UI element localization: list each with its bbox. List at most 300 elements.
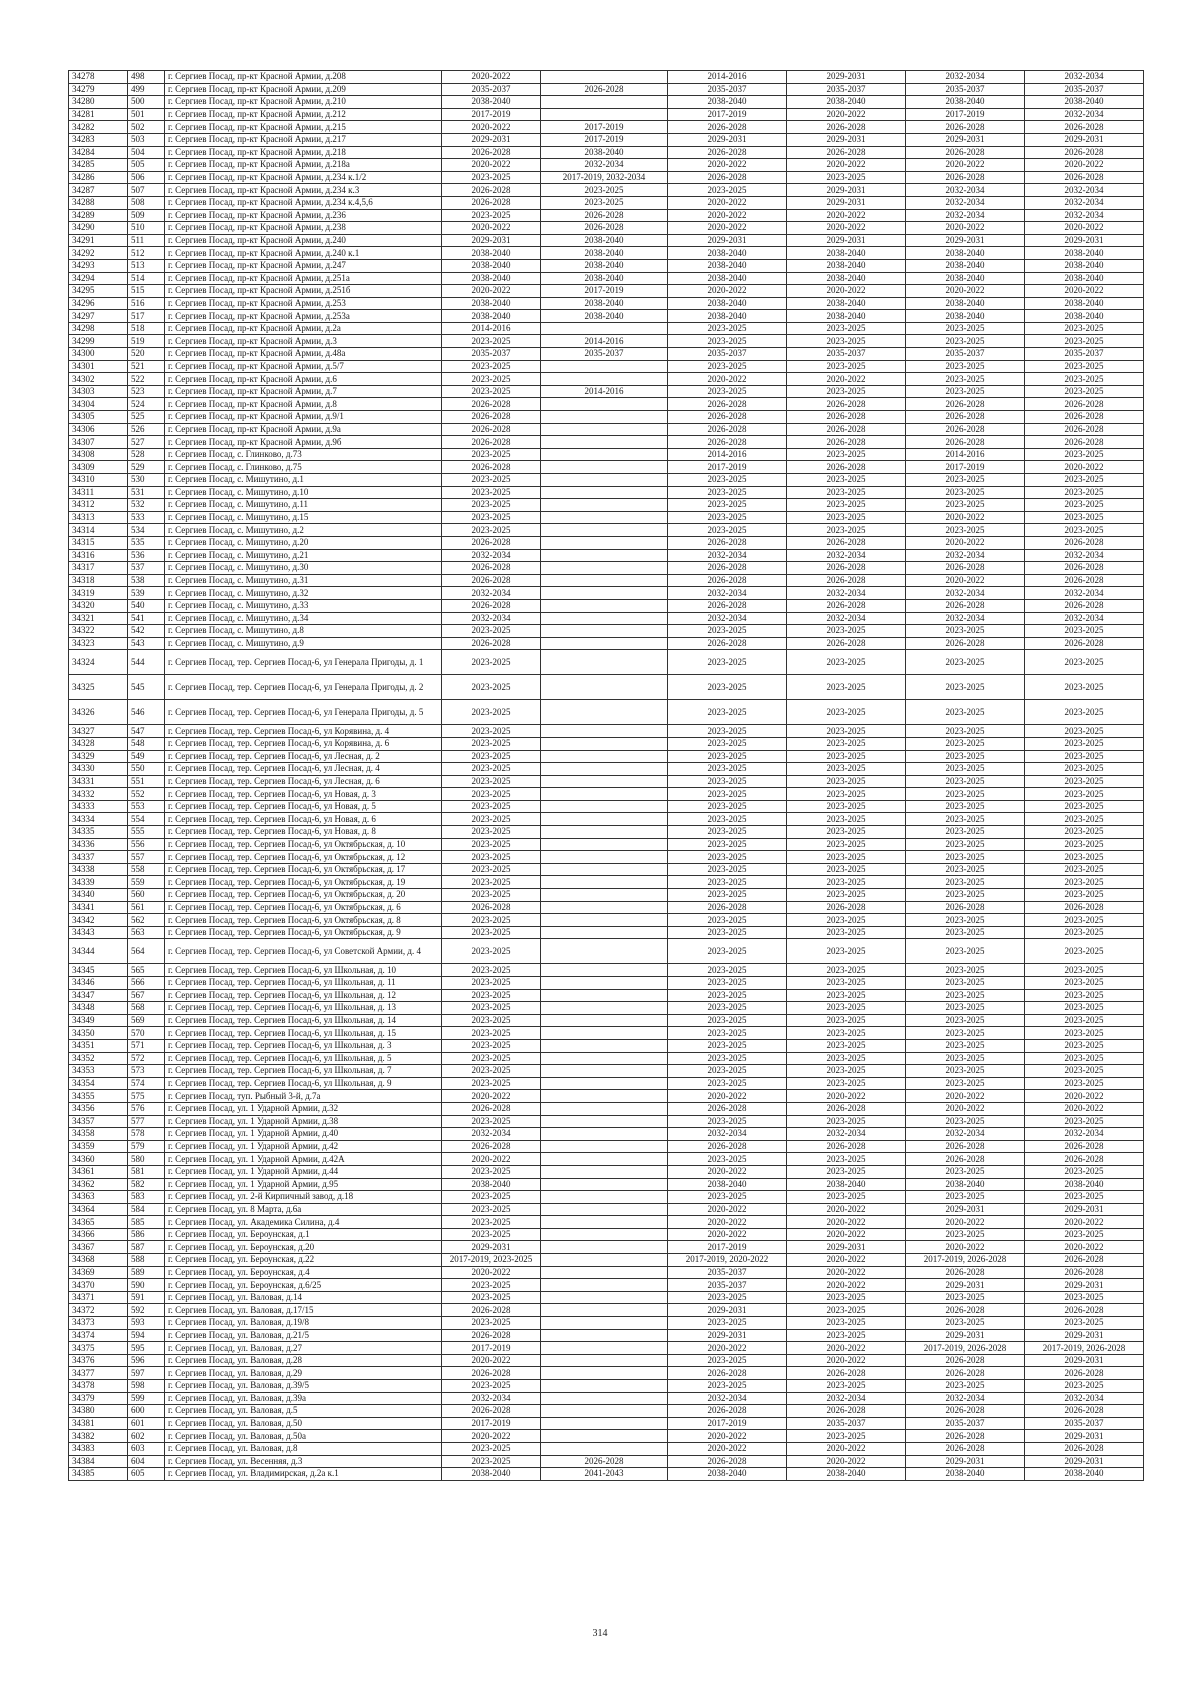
table-cell: 2038-2040: [442, 1468, 541, 1481]
table-cell: г. Сергиев Посад, ул. Валовая, д.14: [165, 1291, 442, 1304]
table-cell: 2023-2025: [1025, 926, 1144, 939]
table-cell: [541, 1077, 668, 1090]
table-row: [69, 1191, 1144, 1204]
table-cell: 2023-2025: [442, 511, 541, 524]
table-cell: 2023-2025: [787, 800, 906, 813]
table-cell: 34344: [69, 939, 128, 964]
table-cell: 2023-2025: [442, 1039, 541, 1052]
table-cell: 2020-2022: [787, 1228, 906, 1241]
table-cell: 2020-2022: [787, 1254, 906, 1267]
table-cell: 2032-2034: [442, 549, 541, 562]
table-cell: 2020-2022: [906, 1090, 1025, 1103]
table-cell: 562: [128, 914, 165, 927]
table-cell: 2020-2022: [668, 1216, 787, 1229]
table-cell: 2035-2037: [787, 348, 906, 361]
table-cell: 2023-2025: [906, 1380, 1025, 1393]
table-cell: 591: [128, 1291, 165, 1304]
table-row: [69, 1392, 1144, 1405]
table-cell: г. Сергиев Посад, туп. Рыбный 3-й, д.7а: [165, 1090, 442, 1103]
table-cell: 2023-2025: [668, 322, 787, 335]
table-cell: 2023-2025: [668, 939, 787, 964]
table-row: [69, 297, 1144, 310]
table-cell: 2038-2040: [541, 297, 668, 310]
table-cell: 2029-2031: [1025, 1430, 1144, 1443]
table-cell: 2023-2025: [787, 474, 906, 487]
table-cell: 566: [128, 977, 165, 990]
table-cell: 2023-2025: [668, 335, 787, 348]
table-row: [69, 1405, 1144, 1418]
table-cell: 2023-2025: [787, 511, 906, 524]
table-cell: 2020-2022: [668, 1090, 787, 1103]
table-row: [69, 1228, 1144, 1241]
table-cell: 527: [128, 436, 165, 449]
table-cell: 2026-2028: [1025, 901, 1144, 914]
table-cell: 2038-2040: [787, 1178, 906, 1191]
table-cell: 545: [128, 675, 165, 700]
table-cell: 2032-2034: [906, 184, 1025, 197]
table-row: [69, 625, 1144, 638]
table-cell: 501: [128, 108, 165, 121]
table-cell: г. Сергиев Посад, тер. Сергиев Посад-6, ул Октябрьская, д. 6: [165, 901, 442, 914]
table-cell: 542: [128, 625, 165, 638]
table-cell: 2029-2031: [906, 1203, 1025, 1216]
table-row: [69, 1090, 1144, 1103]
table-cell: 2023-2025: [1025, 775, 1144, 788]
table-cell: 2023-2025: [787, 448, 906, 461]
table-cell: 2026-2028: [787, 562, 906, 575]
table-cell: 2023-2025: [787, 863, 906, 876]
table-cell: г. Сергиев Посад, тер. Сергиев Посад-6, ул Школьная, д. 15: [165, 1027, 442, 1040]
table-cell: [541, 1241, 668, 1254]
table-cell: 2023-2025: [668, 1291, 787, 1304]
table-row: [69, 1065, 1144, 1078]
table-cell: 34353: [69, 1065, 128, 1078]
table-cell: [541, 1191, 668, 1204]
table-cell: 2020-2022: [906, 1216, 1025, 1229]
table-cell: 34339: [69, 876, 128, 889]
table-cell: 2017-2019: [442, 108, 541, 121]
table-cell: 34284: [69, 146, 128, 159]
table-cell: 34297: [69, 310, 128, 323]
table-cell: 2023-2025: [668, 889, 787, 902]
table-cell: 2032-2034: [1025, 196, 1144, 209]
table-cell: 2026-2028: [541, 209, 668, 222]
table-cell: 2026-2028: [1025, 1442, 1144, 1455]
table-cell: 2023-2025: [442, 625, 541, 638]
table-cell: 2029-2031: [787, 234, 906, 247]
table-cell: 2023-2025: [906, 1039, 1025, 1052]
table-cell: 2026-2028: [1025, 423, 1144, 436]
table-cell: 34280: [69, 96, 128, 109]
table-cell: г. Сергиев Посад, тер. Сергиев Посад-6, ул Школьная, д. 14: [165, 1014, 442, 1027]
table-cell: 2023-2025: [442, 914, 541, 927]
table-cell: 2023-2025: [1025, 1191, 1144, 1204]
table-cell: 2017-2019: [541, 121, 668, 134]
table-cell: 2032-2034: [906, 1392, 1025, 1405]
table-cell: 2023-2025: [442, 1052, 541, 1065]
table-row: [69, 1052, 1144, 1065]
table-row: [69, 461, 1144, 474]
table-cell: 2020-2022: [668, 1203, 787, 1216]
table-cell: г. Сергиев Посад, ул. 1 Ударной Армии, д.38: [165, 1115, 442, 1128]
table-row: [69, 121, 1144, 134]
table-cell: 2023-2025: [1025, 1228, 1144, 1241]
table-cell: 2020-2022: [787, 1266, 906, 1279]
table-cell: 34341: [69, 901, 128, 914]
table-cell: 2014-2016: [906, 448, 1025, 461]
table-cell: 2026-2028: [668, 1367, 787, 1380]
table-cell: 2038-2040: [1025, 272, 1144, 285]
table-cell: 2038-2040: [668, 310, 787, 323]
table-cell: 572: [128, 1052, 165, 1065]
table-cell: 34383: [69, 1442, 128, 1455]
table-cell: 2032-2034: [442, 1392, 541, 1405]
table-cell: 2029-2031: [442, 133, 541, 146]
schedule-table: [68, 70, 1144, 1481]
table-cell: 2041-2043: [541, 1468, 668, 1481]
table-cell: [541, 562, 668, 575]
table-row: [69, 285, 1144, 298]
table-cell: г. Сергиев Посад, тер. Сергиев Посад-6, ул Октябрьская, д. 10: [165, 838, 442, 851]
table-cell: 2020-2022: [668, 222, 787, 235]
table-cell: 2023-2025: [442, 1014, 541, 1027]
table-cell: [541, 322, 668, 335]
table-cell: 2032-2034: [906, 196, 1025, 209]
table-cell: [541, 1254, 668, 1267]
table-cell: 2026-2028: [906, 1266, 1025, 1279]
table-cell: 34326: [69, 700, 128, 725]
table-cell: 34332: [69, 788, 128, 801]
table-cell: 2020-2022: [442, 159, 541, 172]
table-cell: 2026-2028: [787, 1140, 906, 1153]
table-cell: 576: [128, 1102, 165, 1115]
table-cell: 2026-2028: [668, 1140, 787, 1153]
table-cell: 2026-2028: [541, 83, 668, 96]
table-cell: 2026-2028: [1025, 146, 1144, 159]
table-cell: 2020-2022: [442, 1430, 541, 1443]
table-cell: 2023-2025: [787, 964, 906, 977]
table-row: [69, 549, 1144, 562]
table-cell: 2023-2025: [787, 926, 906, 939]
table-row: [69, 196, 1144, 209]
table-row: [69, 977, 1144, 990]
table-cell: 2023-2025: [442, 851, 541, 864]
table-cell: 2038-2040: [1025, 247, 1144, 260]
table-cell: 2023-2025: [442, 524, 541, 537]
table-cell: 602: [128, 1430, 165, 1443]
table-cell: 511: [128, 234, 165, 247]
table-cell: 2023-2025: [442, 486, 541, 499]
table-cell: 512: [128, 247, 165, 260]
table-cell: 34316: [69, 549, 128, 562]
table-cell: 534: [128, 524, 165, 537]
table-cell: г. Сергиев Посад, пр-кт Красной Армии, д.6: [165, 373, 442, 386]
table-cell: 34305: [69, 411, 128, 424]
table-row: [69, 234, 1144, 247]
table-cell: 34342: [69, 914, 128, 927]
table-cell: 2038-2040: [541, 247, 668, 260]
table-cell: 2023-2025: [668, 499, 787, 512]
table-cell: 2023-2025: [668, 1380, 787, 1393]
table-cell: 2023-2025: [541, 184, 668, 197]
table-cell: 34318: [69, 574, 128, 587]
table-cell: 2026-2028: [442, 1367, 541, 1380]
table-row: [69, 1317, 1144, 1330]
table-cell: 34360: [69, 1153, 128, 1166]
table-cell: 2038-2040: [1025, 259, 1144, 272]
table-cell: 2026-2028: [787, 574, 906, 587]
table-cell: 2017-2019, 2026-2028: [1025, 1342, 1144, 1355]
table-cell: 34288: [69, 196, 128, 209]
table-cell: 604: [128, 1455, 165, 1468]
table-row: [69, 788, 1144, 801]
table-cell: 2023-2025: [442, 725, 541, 738]
table-cell: 2020-2022: [1025, 1090, 1144, 1103]
table-cell: г. Сергиев Посад, тер. Сергиев Посад-6, ул Советской Армии, д. 4: [165, 939, 442, 964]
table-cell: 34352: [69, 1052, 128, 1065]
table-cell: 2038-2040: [541, 146, 668, 159]
table-cell: 34362: [69, 1178, 128, 1191]
table-cell: 2023-2025: [442, 700, 541, 725]
table-cell: 550: [128, 763, 165, 776]
table-cell: 2023-2025: [442, 1002, 541, 1015]
table-cell: 581: [128, 1165, 165, 1178]
table-row: [69, 750, 1144, 763]
table-cell: 2026-2028: [442, 423, 541, 436]
table-cell: 2023-2025: [787, 1077, 906, 1090]
table-cell: 34350: [69, 1027, 128, 1040]
table-cell: 34289: [69, 209, 128, 222]
table-cell: 2026-2028: [906, 398, 1025, 411]
table-cell: 2023-2025: [442, 1291, 541, 1304]
table-cell: 2026-2028: [906, 436, 1025, 449]
table-cell: 2026-2028: [1025, 1140, 1144, 1153]
table-cell: 2017-2019: [668, 108, 787, 121]
table-cell: 2023-2025: [906, 1027, 1025, 1040]
table-cell: 2023-2025: [1025, 1380, 1144, 1393]
table-cell: г. Сергиев Посад, с. Мишутино, д.32: [165, 587, 442, 600]
table-cell: 2029-2031: [787, 1241, 906, 1254]
table-cell: 535: [128, 536, 165, 549]
table-cell: 2029-2031: [668, 1329, 787, 1342]
table-cell: 34330: [69, 763, 128, 776]
table-row: [69, 675, 1144, 700]
table-cell: 2023-2025: [1025, 1027, 1144, 1040]
table-cell: 2026-2028: [668, 1102, 787, 1115]
table-cell: 2023-2025: [787, 1304, 906, 1317]
table-cell: г. Сергиев Посад, тер. Сергиев Посад-6, ул Школьная, д. 10: [165, 964, 442, 977]
table-row: [69, 133, 1144, 146]
table-cell: 2020-2022: [787, 1279, 906, 1292]
table-cell: 582: [128, 1178, 165, 1191]
table-row: [69, 1128, 1144, 1141]
table-row: [69, 486, 1144, 499]
table-cell: 2032-2034: [668, 612, 787, 625]
table-cell: [541, 1153, 668, 1166]
table-cell: 2020-2022: [668, 373, 787, 386]
table-cell: 2023-2025: [787, 725, 906, 738]
table-row: [69, 876, 1144, 889]
table-cell: 2023-2025: [787, 322, 906, 335]
table-cell: 2038-2040: [1025, 1178, 1144, 1191]
table-cell: 2023-2025: [787, 1317, 906, 1330]
table-cell: 2014-2016: [541, 385, 668, 398]
table-cell: 2020-2022: [906, 536, 1025, 549]
table-row: [69, 863, 1144, 876]
table-cell: г. Сергиев Посад, ул. Бероунская, д.1: [165, 1228, 442, 1241]
table-cell: 514: [128, 272, 165, 285]
table-cell: 2032-2034: [1025, 71, 1144, 84]
table-row: [69, 1430, 1144, 1443]
table-cell: 34298: [69, 322, 128, 335]
table-cell: 2023-2025: [906, 1165, 1025, 1178]
table-cell: 2026-2028: [442, 398, 541, 411]
table-cell: 2023-2025: [442, 939, 541, 964]
table-cell: 2020-2022: [442, 222, 541, 235]
table-cell: 2026-2028: [1025, 1266, 1144, 1279]
table-cell: 2038-2040: [442, 247, 541, 260]
table-cell: 34366: [69, 1228, 128, 1241]
table-row: [69, 813, 1144, 826]
table-cell: г. Сергиев Посад, тер. Сергиев Посад-6, ул Школьная, д. 9: [165, 1077, 442, 1090]
table-cell: 2032-2034: [442, 1128, 541, 1141]
table-row: [69, 826, 1144, 839]
table-cell: 2026-2028: [1025, 536, 1144, 549]
table-cell: [541, 1014, 668, 1027]
table-row: [69, 650, 1144, 675]
table-row: [69, 1002, 1144, 1015]
table-cell: 2026-2028: [787, 146, 906, 159]
table-cell: 2020-2022: [787, 1342, 906, 1355]
table-cell: 517: [128, 310, 165, 323]
table-cell: 2023-2025: [668, 1191, 787, 1204]
table-cell: 2023-2025: [668, 700, 787, 725]
table-cell: г. Сергиев Посад, тер. Сергиев Посад-6, ул Корявина, д. 4: [165, 725, 442, 738]
table-cell: 524: [128, 398, 165, 411]
table-cell: 2023-2025: [906, 322, 1025, 335]
table-cell: 2023-2025: [442, 1115, 541, 1128]
table-cell: 34347: [69, 989, 128, 1002]
table-cell: 2026-2028: [1025, 1254, 1144, 1267]
table-cell: 2026-2028: [668, 398, 787, 411]
table-cell: 2023-2025: [442, 737, 541, 750]
table-cell: [541, 96, 668, 109]
table-cell: 2023-2025: [906, 1065, 1025, 1078]
table-cell: г. Сергиев Посад, тер. Сергиев Посад-6, ул Октябрьская, д. 20: [165, 889, 442, 902]
table-cell: 2023-2025: [906, 926, 1025, 939]
table-cell: 2023-2025: [906, 1228, 1025, 1241]
table-cell: 2026-2028: [787, 1405, 906, 1418]
table-cell: 574: [128, 1077, 165, 1090]
table-cell: 2023-2025: [906, 964, 1025, 977]
table-cell: 34376: [69, 1354, 128, 1367]
table-cell: [541, 1027, 668, 1040]
table-cell: 2023-2025: [1025, 813, 1144, 826]
table-cell: 2023-2025: [1025, 335, 1144, 348]
table-cell: 2023-2025: [906, 474, 1025, 487]
table-cell: 516: [128, 297, 165, 310]
table-cell: 2032-2034: [668, 1128, 787, 1141]
table-cell: 2020-2022: [1025, 1102, 1144, 1115]
table-cell: [541, 1442, 668, 1455]
table-cell: 2038-2040: [541, 310, 668, 323]
table-cell: 2035-2037: [787, 1417, 906, 1430]
table-cell: 2029-2031: [787, 184, 906, 197]
table-cell: 531: [128, 486, 165, 499]
table-cell: 34279: [69, 83, 128, 96]
table-cell: 597: [128, 1367, 165, 1380]
table-cell: 2023-2025: [442, 1455, 541, 1468]
table-cell: [541, 1052, 668, 1065]
table-cell: 2038-2040: [1025, 96, 1144, 109]
table-cell: 2026-2028: [541, 222, 668, 235]
table-cell: 560: [128, 889, 165, 902]
table-cell: 588: [128, 1254, 165, 1267]
table-cell: 2023-2025: [442, 889, 541, 902]
table-cell: 2023-2025: [787, 1115, 906, 1128]
table-row: [69, 599, 1144, 612]
table-cell: 586: [128, 1228, 165, 1241]
table-cell: г. Сергиев Посад, пр-кт Красной Армии, д.208: [165, 71, 442, 84]
table-cell: [541, 1329, 668, 1342]
table-cell: 2035-2037: [668, 348, 787, 361]
table-cell: г. Сергиев Посад, пр-кт Красной Армии, д.234 к.3: [165, 184, 442, 197]
table-cell: 2023-2025: [442, 838, 541, 851]
table-cell: 2023-2025: [906, 486, 1025, 499]
table-cell: 34296: [69, 297, 128, 310]
table-cell: 2038-2040: [668, 259, 787, 272]
table-cell: [541, 1065, 668, 1078]
table-row: [69, 800, 1144, 813]
table-cell: 2023-2025: [906, 1002, 1025, 1015]
table-cell: 2023-2025: [1025, 800, 1144, 813]
table-cell: 2023-2025: [668, 486, 787, 499]
table-cell: 2032-2034: [906, 549, 1025, 562]
table-cell: 509: [128, 209, 165, 222]
table-cell: 34375: [69, 1342, 128, 1355]
table-row: [69, 310, 1144, 323]
table-cell: г. Сергиев Посад, ул. Академика Силина, д.4: [165, 1216, 442, 1229]
table-cell: г. Сергиев Посад, ул. 1 Ударной Армии, д.40: [165, 1128, 442, 1141]
table-cell: 590: [128, 1279, 165, 1292]
table-cell: 2026-2028: [442, 1329, 541, 1342]
table-cell: 2023-2025: [906, 863, 1025, 876]
table-cell: 2020-2022: [1025, 1216, 1144, 1229]
table-cell: 2023-2025: [906, 775, 1025, 788]
table-cell: 2023-2025: [668, 675, 787, 700]
table-row: [69, 914, 1144, 927]
table-cell: 2026-2028: [668, 436, 787, 449]
table-cell: г. Сергиев Посад, ул. Валовая, д.21/5: [165, 1329, 442, 1342]
table-cell: г. Сергиев Посад, ул. 1 Ударной Армии, д.44: [165, 1165, 442, 1178]
table-cell: 34290: [69, 222, 128, 235]
table-cell: 34365: [69, 1216, 128, 1229]
table-cell: г. Сергиев Посад, пр-кт Красной Армии, д.247: [165, 259, 442, 272]
table-cell: 2029-2031: [906, 234, 1025, 247]
table-cell: 2032-2034: [1025, 612, 1144, 625]
table-cell: 2023-2025: [906, 737, 1025, 750]
table-cell: г. Сергиев Посад, с. Мишутино, д.30: [165, 562, 442, 575]
table-cell: 2023-2025: [906, 826, 1025, 839]
table-cell: г. Сергиев Посад, пр-кт Красной Армии, д.3: [165, 335, 442, 348]
table-cell: 2023-2025: [787, 1052, 906, 1065]
table-cell: 34378: [69, 1380, 128, 1393]
table-cell: 2026-2028: [787, 1367, 906, 1380]
table-cell: 2023-2025: [668, 625, 787, 638]
table-cell: 2023-2025: [787, 499, 906, 512]
table-row: [69, 574, 1144, 587]
table-cell: 2026-2028: [668, 901, 787, 914]
